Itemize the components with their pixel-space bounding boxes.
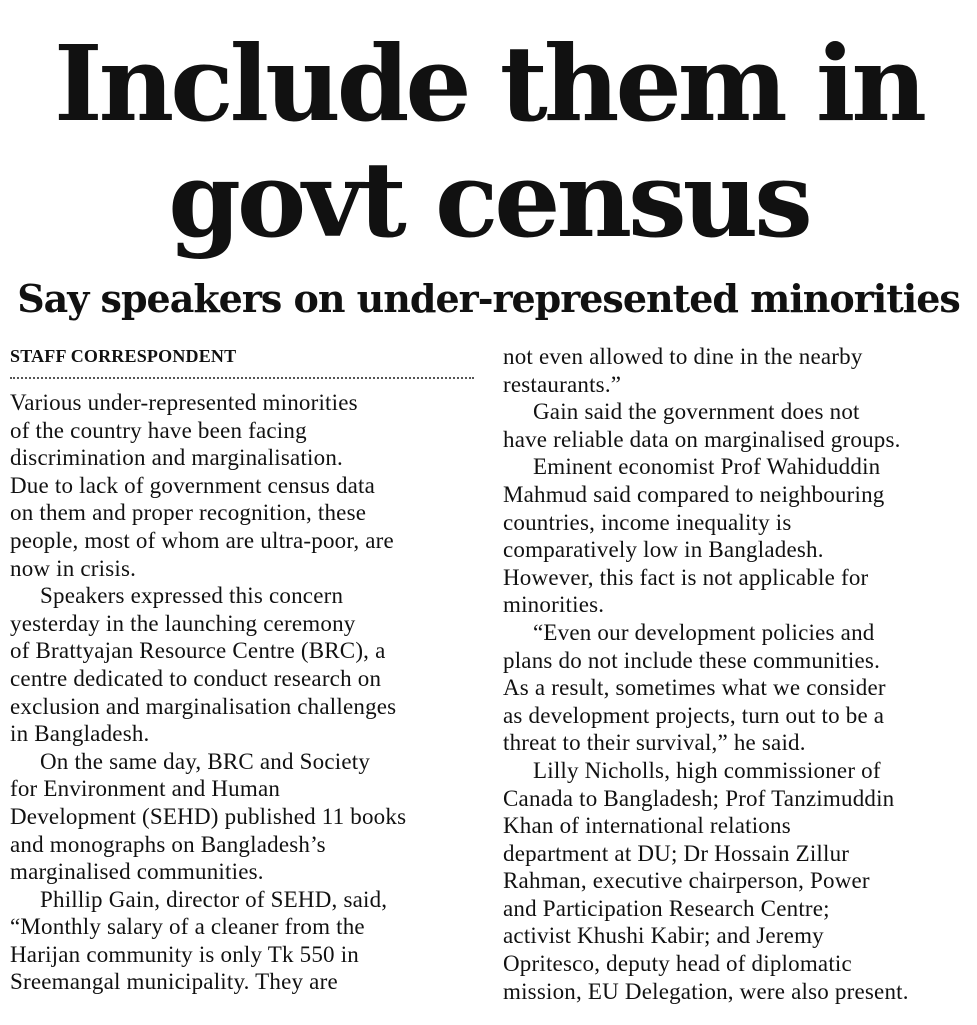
text-line: restaurants.” [503,371,622,397]
text-line: On the same day, BRC and Society [40,748,371,774]
paragraph [10,748,476,886]
text-line: of Brattyajan Resource Centre (BRC), a [10,638,386,664]
text-line: As a result, sometimes what we consider [503,675,886,701]
text-line: and monographs on Bangladesh’s [10,831,326,857]
text-line: Rahman, executive chairperson, Power [503,868,870,894]
text-line: yesterday in the launching ceremony [10,610,356,636]
byline: STAFF CORRESPONDENT [10,346,237,366]
column-2-body [503,343,969,1005]
text-line: Sreemangal municipality. They are [10,969,338,995]
text-line: Khan of international relations [503,813,791,839]
article-column-2 [503,343,969,1005]
headline-line-1: Include them in [54,22,923,145]
text-line: Canada to Bangladesh; Prof Tanzimuddin [503,785,895,811]
text-line: countries, income inequality is [503,509,792,535]
text-line: and Participation Research Centre; [503,895,830,921]
text-line: now in crisis. [10,555,137,581]
text-line: as development projects, turn out to be a [503,702,885,728]
paragraph [10,582,476,748]
text-line: for Environment and Human [10,776,281,802]
text-line: centre dedicated to conduct research on [10,665,382,691]
paragraph [503,343,969,398]
headline-line-2: govt census [168,138,809,261]
text-line: discrimination and marginalisation. [10,445,343,471]
text-line: exclusion and marginalisation challenges [10,693,397,719]
text-line: in Bangladesh. [10,721,150,747]
text-line: Development (SEHD) published 11 books [10,803,407,829]
article-column-1 [10,343,476,996]
paragraph [10,389,476,582]
text-line: Harijan community is only Tk 550 in [10,941,359,967]
text-line: Various under-represented minorities [10,390,358,415]
text-line: activist Khushi Kabir; and Jeremy [503,923,824,949]
text-line: Opritesco, deputy head of diplomatic [503,951,852,977]
column-1-body [10,389,476,996]
text-line: “Monthly salary of a cleaner from the [10,914,365,940]
text-line: marginalised communities. [10,859,264,885]
paragraph [10,886,476,996]
byline-divider [10,377,474,379]
text-line: comparatively low in Bangladesh. [503,537,824,563]
text-line: Mahmud said compared to neighbouring [503,481,885,507]
paragraph [503,619,969,757]
text-line: Lilly Nicholls, high commissioner of [533,757,881,783]
text-line: people, most of whom are ultra-poor, are [10,527,394,553]
subheadline: Say speakers on under-represented minorities [17,276,960,321]
text-line: plans do not include these communities. [503,647,881,673]
text-line: However, this fact is not applicable for [503,564,869,590]
text-line: “Even our development policies and [533,619,875,645]
headline [0,22,977,261]
text-line: Eminent economist Prof Wahiduddin [533,454,881,480]
text-line: have reliable data on marginalised groups. [503,426,901,452]
text-line: Gain said the government does not [533,399,860,425]
text-line: Speakers expressed this concern [40,583,344,609]
text-line: Due to lack of government census data [10,472,376,498]
text-line: threat to their survival,” he said. [503,730,806,756]
text-line: Phillip Gain, director of SEHD, said, [40,886,388,912]
text-line: on them and proper recognition, these [10,500,367,526]
text-line: of the country have been facing [10,417,307,443]
text-line: minorities. [503,592,605,618]
paragraph [503,398,969,453]
paragraph [503,757,969,1005]
text-line: mission, EU Delegation, were also present. [503,978,909,1004]
paragraph [503,453,969,619]
text-line: not even allowed to dine in the nearby [503,344,863,369]
text-line: department at DU; Dr Hossain Zillur [503,840,850,866]
